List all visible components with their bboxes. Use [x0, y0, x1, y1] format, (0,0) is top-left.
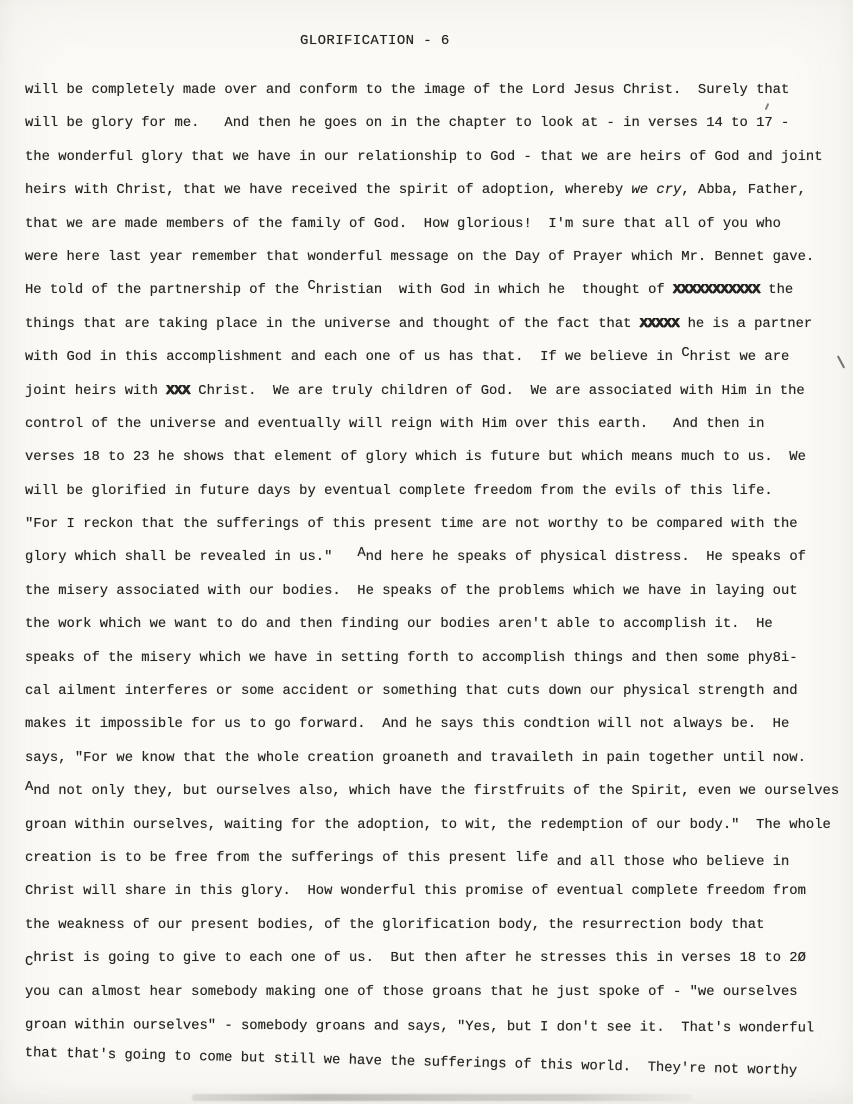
- text-line: the work which we want to do and then finding our bodies aren't able to accomplish it. He: [25, 616, 773, 633]
- document-lines: [24, 74, 853, 1080]
- text-line: will be glory for me. And then he goes on in the chapter to look at - in verses 14 to 17 -: [25, 115, 790, 132]
- text-line: joint heirs with XXX Christ. We are truly children of God. We are associated with Him in the: [25, 382, 805, 399]
- text-line: glory which shall be revealed in us." And here he speaks of physical distress. He speaks of: [25, 544, 806, 566]
- text-line: creation is to be free from the sufferings of this present life and all those who believe in: [25, 849, 790, 870]
- text-line: speaks of the misery which we have in setting forth to accomplish things and then some phy8i-: [25, 649, 798, 666]
- text-line: the wonderful glory that we have in our relationship to God - that we are heirs of God and joint: [25, 148, 823, 165]
- text-line: will be completely made over and conform to the image of the Lord Jesus Christ. Surely that: [25, 82, 790, 98]
- text-line: will be glorified in future days by eventual complete freedom from the evils of this life.: [25, 482, 773, 499]
- scan-edge-artifact: [192, 1094, 692, 1101]
- text-line: "For I reckon that the sufferings of this present time are not worthy to be compared with the: [25, 516, 798, 533]
- text-line: makes it impossible for us to go forward. And he says this condtion will not always be. He: [25, 716, 790, 733]
- text-line: says, "For we know that the whole creation groaneth and travaileth in pain together until now.: [25, 749, 806, 766]
- text-line: things that are taking place in the universe and thought of the fact that XXXXX he is a partner: [25, 315, 813, 332]
- text-line: Christ will share in this glory. How wonderful this promise of eventual complete freedom from: [25, 883, 806, 900]
- text-line: were here last year remember that wonderful message on the Day of Prayer which Mr. Bennet gave.: [25, 248, 815, 265]
- text-line: the misery associated with our bodies. He speaks of the problems which we have in laying out: [25, 582, 798, 599]
- text-line: And not only they, but ourselves also, which have the firstfruits of the Spirit, even we ourselves: [25, 778, 840, 800]
- text-line: that that's going to come but still we have the sufferings of this world. They're not worthy: [24, 1045, 798, 1080]
- text-line: you can almost hear somebody making one of those groans that he just spoke of - "we ourselves: [25, 983, 798, 1000]
- text-line: Christ is going to give to each one of us. But then after he stresses this in verses 18 to 2Ø: [25, 950, 806, 970]
- text-line: that we are made members of the family of God. How glorious! I'm sure that all of you who: [25, 215, 781, 232]
- text-line: heirs with Christ, that we have received the spirit of adoption, whereby we cry, Abba, Father,: [25, 182, 806, 199]
- text-line: the weakness of our present bodies, of the glorification body, the resurrection body that: [25, 916, 765, 933]
- text-line: groan within ourselves, waiting for the adoption, to wit, the redemption of our body." The whole: [25, 816, 831, 833]
- text-line: verses 18 to 23 he shows that element of glory which is future but which means much to us. We: [25, 449, 806, 466]
- text-line: groan within ourselves" - somebody groans and says, "Yes, but I don't see it. That's wonderful: [24, 1016, 815, 1037]
- page-title: GLORIFICATION - 6: [300, 33, 450, 49]
- text-line: control of the universe and eventually will reign with Him over this earth. And then in: [25, 415, 765, 432]
- text-line: cal ailment interferes or some accident or something that cuts down our physical strength and: [25, 683, 798, 700]
- text-line: with God in this accomplishment and each one of us has that. If we believe in Christ we are: [25, 344, 790, 366]
- text-line: He told of the partnership of the Christian with God in which he thought of XXXXXXXXXXX the: [25, 277, 794, 299]
